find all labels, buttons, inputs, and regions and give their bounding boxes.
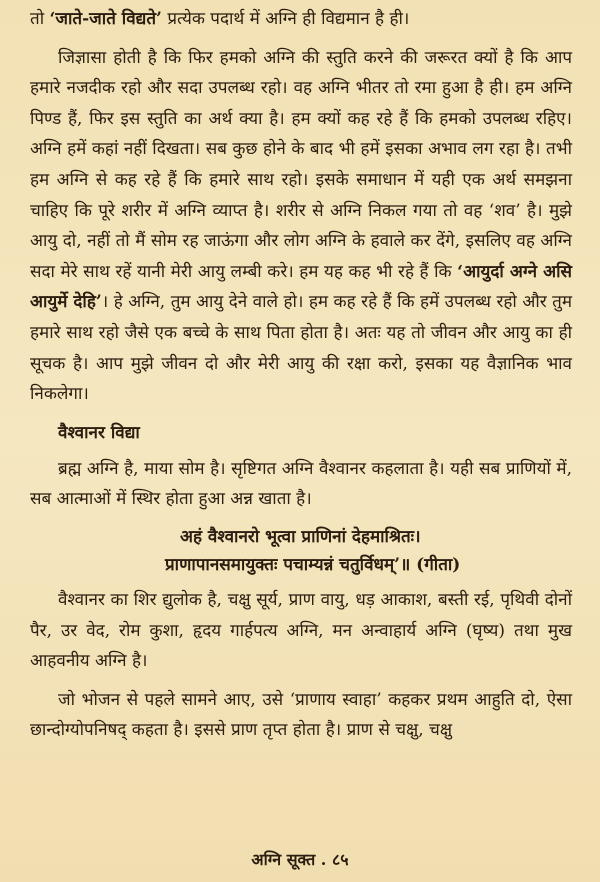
- verse-source: (गीता): [416, 554, 461, 575]
- verse-line-1: अहं वैश्वानरो भूत्वा प्राणिनां देहमाश्रितः।: [180, 526, 421, 547]
- section-heading: वैश्वानर विद्या: [58, 422, 140, 443]
- verse-line-2-text: प्राणापानसमायुक्तः पचाम्यन्नं चतुर्विधम्’॥: [165, 554, 411, 575]
- gita-verse: [30, 523, 572, 579]
- p1-quote: ‘जाते-जाते विद्यते’: [49, 9, 162, 29]
- paragraph-5: जो भोजन से पहले सामने आए, उसे ‘प्राणाय स्वाहा’ कहकर प्रथम आहुति दो, ऐसा छान्दोग्योपनिषद् कहता है। इससे प्राण तृप्त होता है। प्राण से चक्षु, चक्षु: [30, 689, 572, 741]
- verse-line-2: [30, 551, 572, 579]
- paragraph-3: ब्रह्म अग्नि है, माया सोम है। सृष्टिगत अग्नि वैश्वानर कहलाता है। यही सब प्राणियों में, सब आत्माओं में स्थिर होता हुआ अन्न खाता है।: [30, 458, 572, 510]
- p2-text-pre: जिज्ञासा होती है कि फिर हमको अग्नि की स्तुति करने की जरूरत क्यों है कि आप हमारे नजदीक रहो और सदा उपलब्ध रहो। वह अग्नि भीतर तो रमा हुआ है ही। हम अग्नि पिण्ड हैं, फिर इस स्तुति का अर्थ क्या है। हम क्यों कह रहे हैं कि हमको उपलब्ध रहिए। अग्नि हमें कहां नहीं दिखता। सब कुछ होने के बाद भी हमें इसका अभाव लग रहा है। तभी हम अग्नि से कह रहे हैं कि हमारे साथ रहो। इसके समाधान में यही एक अर्थ समझना चाहिए कि पूरे शरीर में अग्नि व्याप्त है। शरीर से अग्नि निकल गया तो वह ‘शव’ है। मुझे आयु दो, नहीं तो मैं सोम रह जाऊंगा और लोग अग्नि के हवाले कर देंगे, इसलिए वह अग्नि सदा मेरे साथ रहें यानी मेरी आयु लम्बी करे। हम यह कह भी रहे हैं कि: [30, 47, 572, 282]
- p2-text-post: । हे अग्नि, तुम आयु देने वाले हो। हम कह रहे हैं कि हमें उपलब्ध रहो और तुम हमारे साथ रहो जैसे एक बच्चे के साथ पिता होता है। अतः यह तो जीवन और आयु का ही सूचक है। आप मुझे जीवन दो और मेरी आयु की रक्षा करो, इसका यह वैज्ञानिक भाव निकलेगा।: [30, 292, 572, 405]
- page-footer: अग्नि सूक्त . ८५: [251, 850, 349, 869]
- p2-quote: ‘आयुर्दा अग्ने असि आयुर्मे देहि’: [30, 261, 572, 313]
- p1-text-post: प्रत्येक पदार्थ में अग्नि ही विद्यमान है ही।: [161, 9, 410, 29]
- paragraph-4: वैश्वानर का शिर द्युलोक है, चक्षु सूर्य, प्राण वायु, धड़ आकाश, बस्ती रई, पृथिवी दोनों पैर, उर वेद, रोम कुशा, हृदय गार्हपत्य अग्नि, मन अन्वाहार्य अग्नि (घृष्य) तथा मुख आहवनीय अग्नि है।: [30, 589, 572, 672]
- paragraph-2: [30, 43, 572, 410]
- p1-text-pre: तो: [30, 9, 50, 29]
- paragraph-1: [30, 4, 572, 35]
